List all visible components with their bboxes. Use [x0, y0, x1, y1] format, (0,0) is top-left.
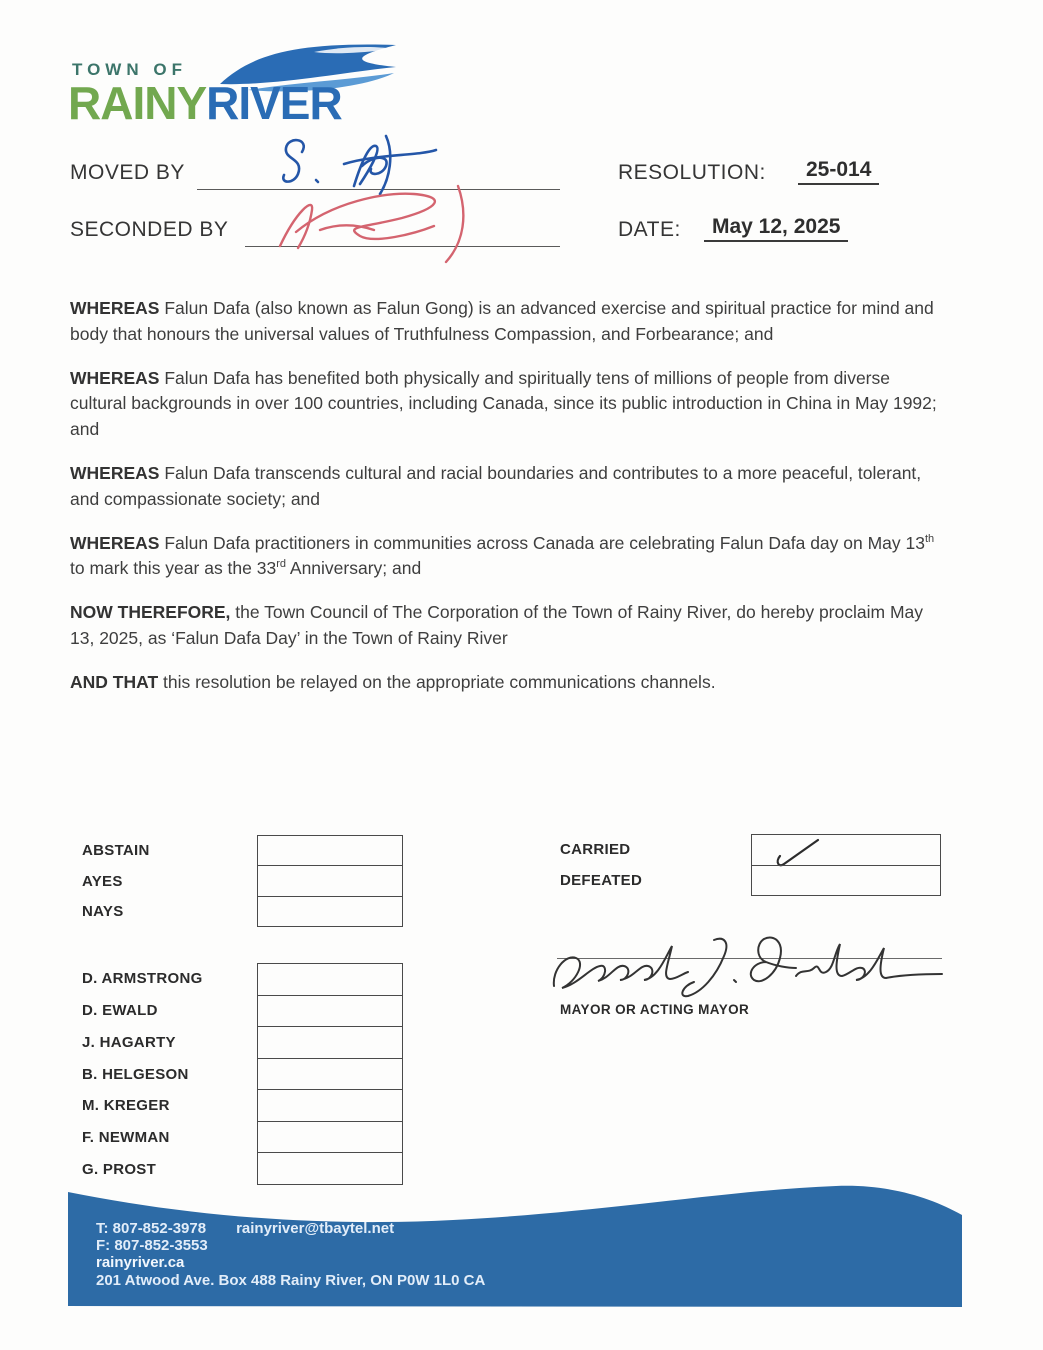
council-member-name: D. ARMSTRONG	[82, 970, 203, 988]
paragraph-text: Falun Dafa practitioners in communities across Canada are celebrating Falun Dafa day on May 13	[159, 532, 925, 553]
council-member-name: D. EWALD	[82, 1002, 158, 1020]
council-member-name: B. HELGESON	[82, 1065, 189, 1083]
whereas-lead: WHEREAS	[70, 298, 160, 318]
paragraph-text: Falun Dafa has benefited both physically and spiritually tens of millions of people from diverse cultural backgrounds in over 100 countries, including Canada, since its public introduction in China in May 1992; and	[70, 367, 937, 440]
council-vote-cell	[258, 995, 402, 1027]
date-value: May 12, 2025	[704, 215, 848, 242]
council-vote-cell	[258, 1089, 402, 1121]
now-therefore-paragraph	[70, 600, 944, 652]
council-member-name: G. PROST	[82, 1160, 157, 1178]
council-member-labels	[82, 963, 203, 1185]
whereas-paragraph-3	[70, 461, 944, 513]
resolution-label: RESOLUTION:	[618, 161, 766, 184]
council-member-name: J. HAGARTY	[82, 1033, 176, 1051]
council-member-name: M. KREGER	[82, 1097, 170, 1115]
defeated-label: DEFEATED	[560, 872, 643, 889]
footer-email: rainyriver@tbaytel.net	[236, 1220, 395, 1237]
and-that-lead: AND THAT	[70, 671, 159, 692]
whereas-paragraph-4	[70, 531, 944, 583]
ordinal-superscript: th	[924, 532, 935, 545]
seconded-by-label: SECONDED BY	[70, 218, 229, 241]
footer-address: 201 Atwood Ave. Box 488 Rainy River, ON P0W 1L0 CA	[96, 1271, 486, 1289]
whereas-paragraph-1	[70, 296, 944, 348]
resolution-number: 25-014	[798, 158, 879, 185]
nays-label: NAYS	[82, 903, 124, 921]
council-vote-box	[257, 963, 403, 1185]
logo-rainy-text: RAINY	[68, 77, 207, 129]
defeated-cell	[752, 865, 940, 896]
logo-river-text: RIVER	[206, 77, 342, 129]
ayes-label: AYES	[82, 872, 123, 890]
ayes-cell	[258, 865, 402, 895]
footer-contact-block	[96, 1220, 485, 1289]
resolution-body	[70, 296, 944, 714]
paragraph-text: Anniversary; and	[286, 558, 422, 579]
mayor-signature	[548, 928, 948, 1006]
footer-phone: T: 807-852-3978	[96, 1220, 207, 1237]
moved-by-signature-line	[197, 161, 560, 190]
footer-fax: F: 807-852-3553	[96, 1237, 208, 1255]
footer-website: rainyriver.ca	[96, 1254, 185, 1272]
logo-wordmark	[68, 77, 342, 129]
whereas-lead: WHEREAS	[70, 532, 160, 553]
vote-tally-box	[257, 835, 403, 927]
result-labels	[560, 834, 642, 896]
ordinal-superscript: rd	[276, 558, 286, 571]
whereas-lead: WHEREAS	[70, 462, 160, 483]
result-box	[751, 834, 941, 896]
vote-tally-labels	[82, 835, 150, 927]
council-member-name: F. NEWMAN	[82, 1128, 170, 1146]
paragraph-text: to mark this year as the 33	[70, 558, 277, 579]
council-vote-cell	[258, 1026, 402, 1058]
now-therefore-lead: NOW THEREFORE,	[70, 602, 231, 623]
paragraph-text: Falun Dafa transcends cultural and racial boundaries and contributes to a more peaceful, tolerant, and compassionate society; and	[70, 462, 922, 509]
mayor-signature-line	[557, 958, 942, 959]
council-vote-cell	[258, 964, 402, 995]
whereas-lead: WHEREAS	[70, 367, 160, 388]
moved-by-label: MOVED BY	[70, 161, 185, 184]
town-of-rainy-river-logo	[68, 48, 398, 148]
paragraph-text: the Town Council of The Corporation of the Town of Rainy River, do hereby proclaim May 13, 2025, as ‘Falun Dafa Day’ in the Town of Rainy River	[70, 602, 924, 648]
paragraph-text: this resolution be relayed on the appropriate communications channels.	[158, 671, 716, 692]
abstain-cell	[258, 836, 402, 865]
abstain-label: ABSTAIN	[82, 841, 150, 859]
date-label: DATE:	[618, 218, 681, 241]
seconded-by-signature-line	[245, 218, 560, 247]
whereas-paragraph-2	[70, 366, 944, 443]
carried-label: CARRIED	[560, 841, 631, 858]
nays-cell	[258, 896, 402, 926]
carried-cell	[752, 835, 940, 865]
logo-town-of-text: TOWN OF	[72, 60, 187, 79]
footer-phone-line	[96, 1220, 485, 1237]
council-vote-cell	[258, 1152, 402, 1184]
council-vote-cell	[258, 1058, 402, 1090]
mayor-or-acting-mayor-label: MAYOR OR ACTING MAYOR	[560, 1002, 750, 1017]
and-that-paragraph	[70, 670, 944, 696]
council-vote-cell	[258, 1121, 402, 1153]
paragraph-text: Falun Dafa (also known as Falun Gong) is an advanced exercise and spiritual practice for mind and body that honours the universal values of Truthfulness Compassion, and Forbearance; and	[70, 298, 934, 344]
